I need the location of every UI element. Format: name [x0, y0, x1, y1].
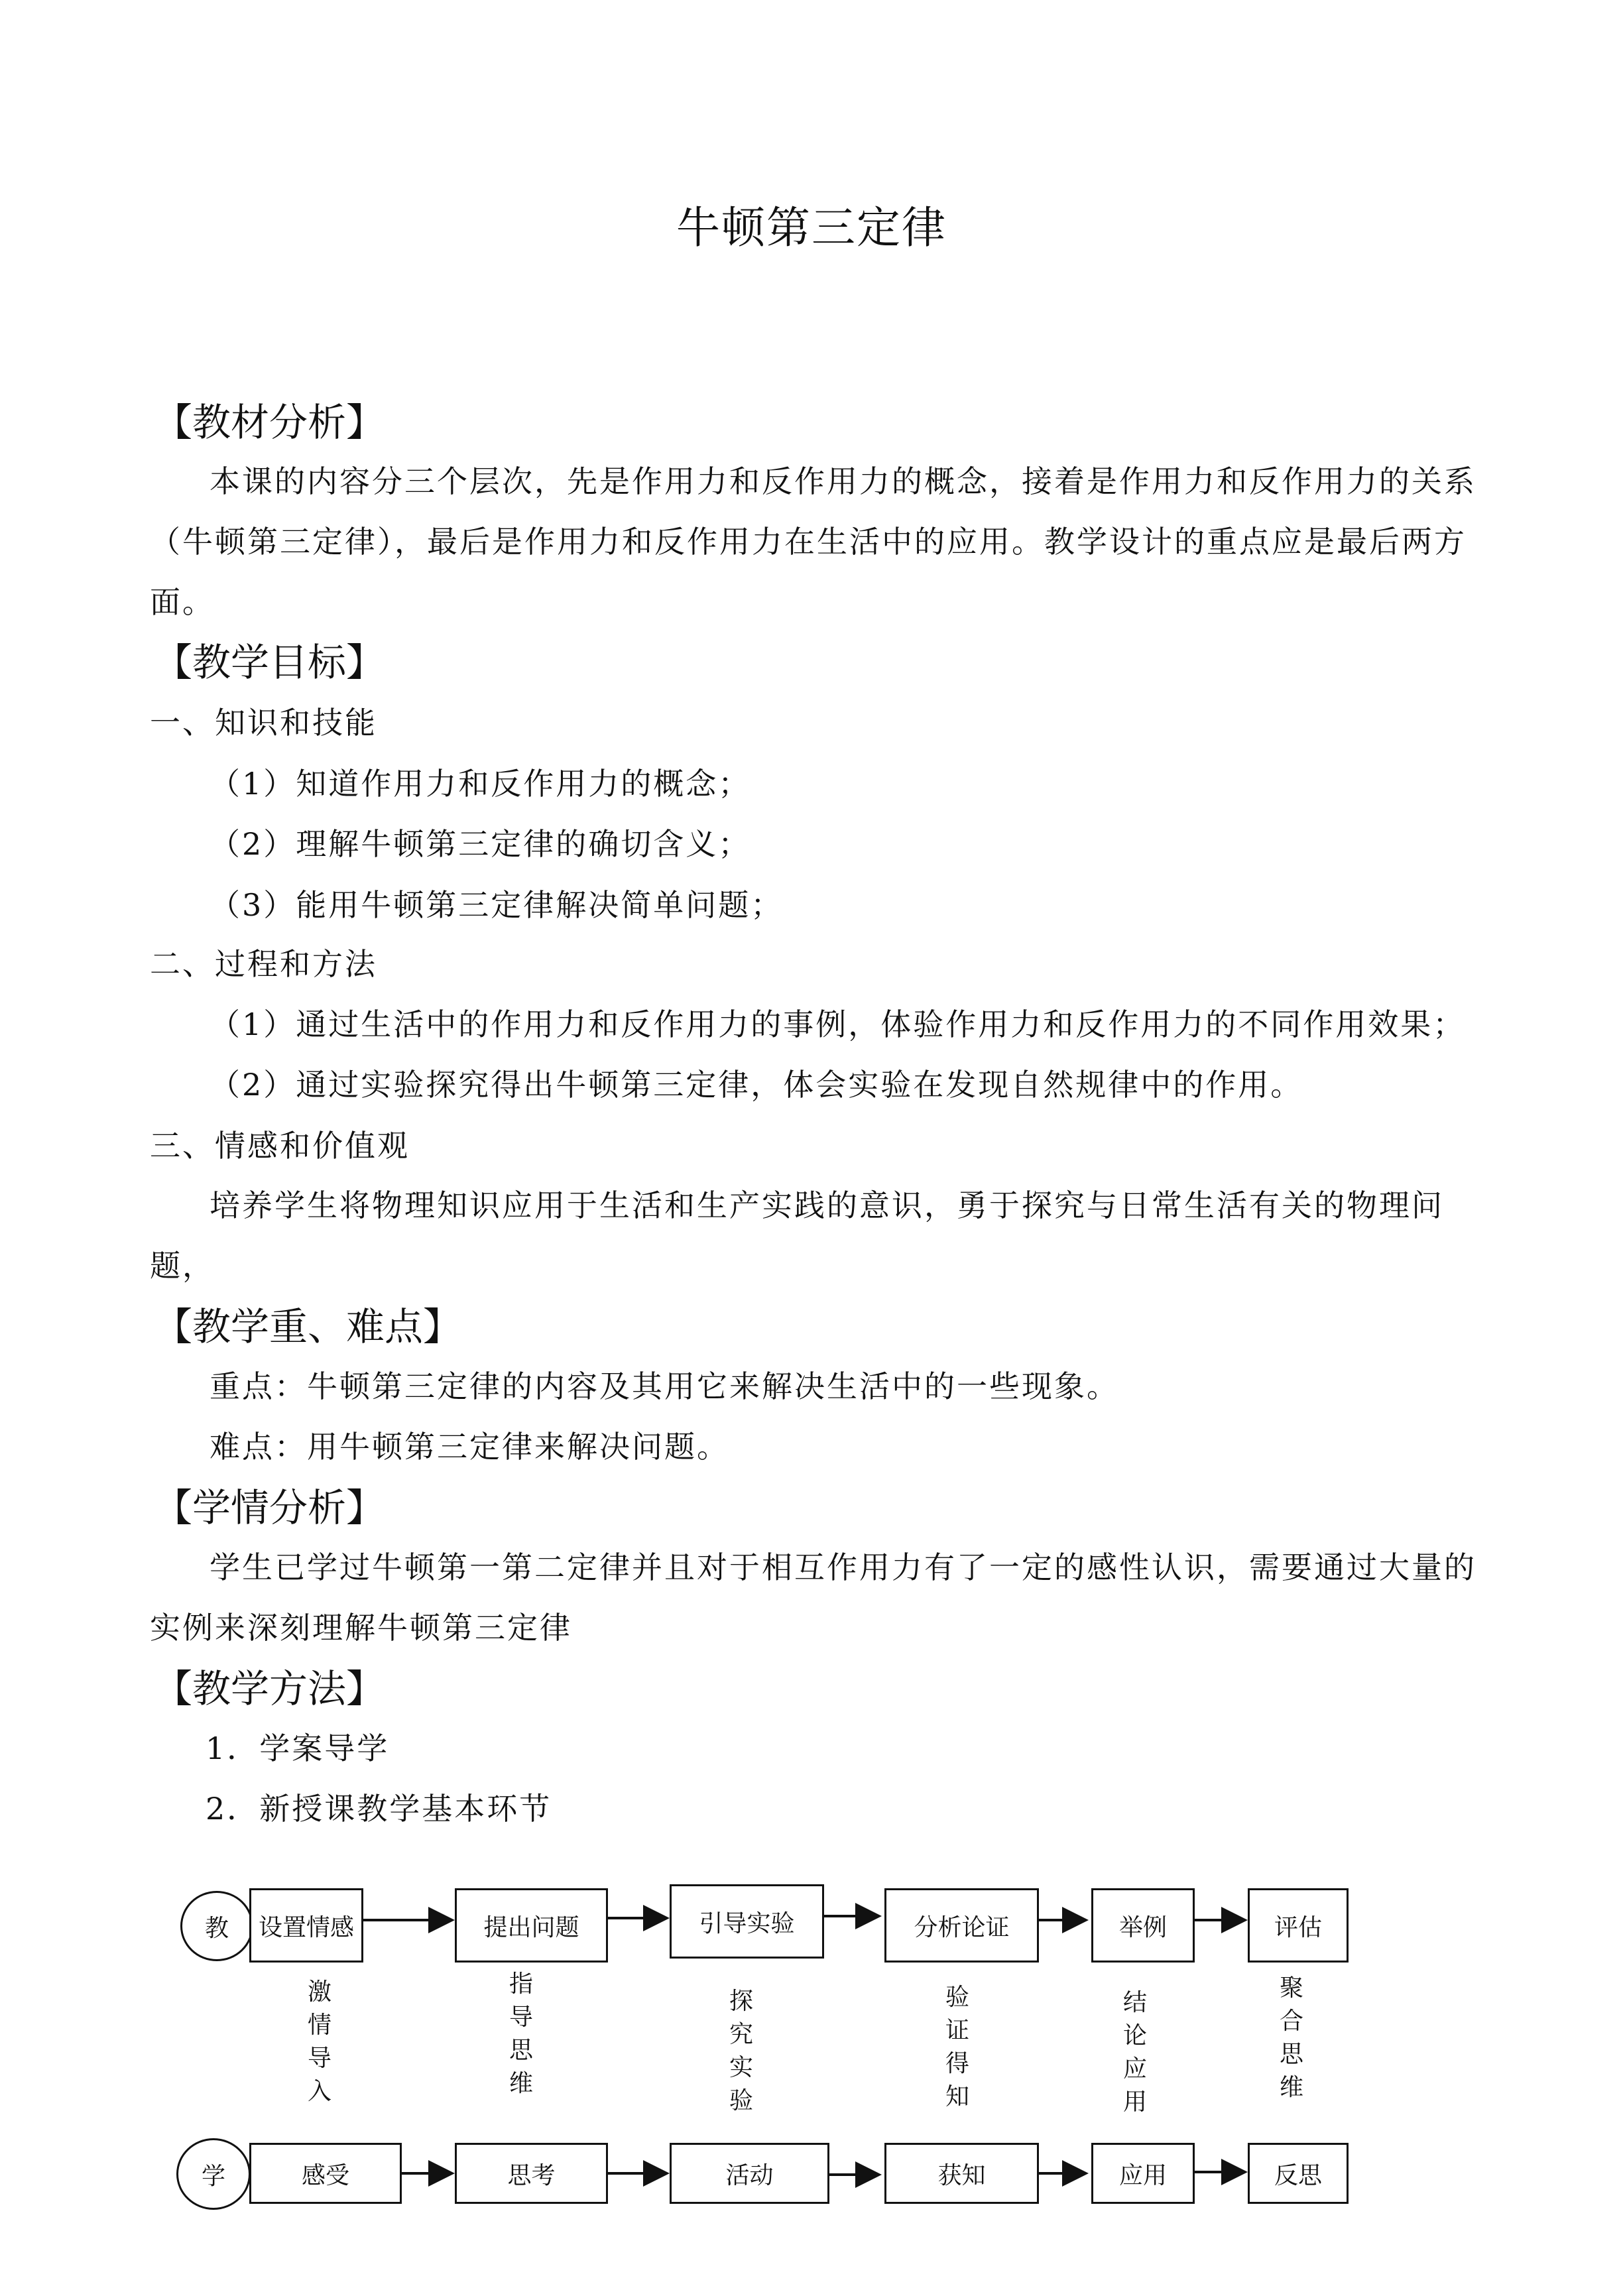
label-char: 导: [307, 2045, 331, 2072]
teacher-step-box: 设置情感: [249, 1888, 363, 1963]
middle-label-vertical: [1120, 1986, 1150, 2119]
paragraph-line: 培养学生将物理知识应用于生活和生产实践的意识，勇于探究与日常生活有关的物理问: [210, 1187, 1444, 1223]
label-char: 聚: [1279, 1974, 1303, 2002]
subheading-process-method: 二、过程和方法: [150, 946, 377, 982]
teacher-step-box: 提出问题: [455, 1888, 608, 1963]
student-step-box: 思考: [455, 2143, 608, 2204]
label-char: 用: [1122, 2088, 1147, 2116]
list-item: 2．新授课教学基本环节: [206, 1791, 552, 1827]
page-title: 牛顿第三定律: [676, 202, 947, 253]
label-char: 指: [509, 1970, 533, 1998]
student-circle: 学: [176, 2138, 251, 2210]
paragraph-line: 难点：用牛顿第三定律来解决问题。: [210, 1429, 729, 1465]
student-step-box: 感受: [249, 2143, 402, 2204]
label-char: 结: [1122, 1989, 1147, 2016]
teacher-circle: 教: [180, 1891, 253, 1961]
list-item: （1）通过生活中的作用力和反作用力的事例，体验作用力和反作用力的不同作用效果；: [210, 1006, 1466, 1042]
label-char: 维: [1279, 2074, 1303, 2101]
list-item: 1．学案导学: [206, 1730, 390, 1766]
label-char: 验: [945, 1984, 969, 2011]
label-char: 探: [729, 1988, 753, 2015]
section-heading-teaching-methods: 【教学方法】: [154, 1666, 385, 1711]
label-char: 思: [1279, 2041, 1303, 2068]
list-item: （2）理解牛顿第三定律的确切含义；: [210, 826, 751, 862]
label-char: 实: [729, 2054, 753, 2081]
paragraph-line: 学生已学过牛顿第一第二定律并且对于相互作用力有了一定的感性认识，需要通过大量的: [210, 1549, 1476, 1585]
paragraph-line: 实例来深刻理解牛顿第三定律: [150, 1610, 572, 1646]
paragraph-line: 本课的内容分三个层次，先是作用力和反作用力的概念，接着是作用力和反作用力的关系: [210, 463, 1476, 499]
subheading-knowledge-skills: 一、知识和技能: [150, 705, 377, 741]
teacher-step-box: 评估: [1248, 1888, 1349, 1963]
middle-label-vertical: [1277, 1972, 1306, 2104]
label-char: 思: [509, 2037, 533, 2064]
teacher-step-box: 举例: [1091, 1888, 1195, 1963]
list-item: （1）知道作用力和反作用力的概念；: [210, 766, 751, 802]
label-char: 维: [509, 2070, 533, 2097]
section-heading-student-analysis: 【学情分析】: [154, 1485, 385, 1530]
list-item: （3）能用牛顿第三定律解决简单问题；: [210, 887, 784, 923]
label-char: 论: [1122, 2022, 1147, 2049]
paragraph-line: 面。: [150, 584, 215, 620]
label-char: 导: [509, 2004, 533, 2031]
paragraph-line: 题，: [150, 1248, 215, 1284]
label-char: 入: [307, 2078, 331, 2105]
student-step-box: 获知: [884, 2143, 1039, 2204]
section-heading-key-points: 【教学重、难点】: [154, 1304, 462, 1349]
paragraph-line: （牛顿第三定律），最后是作用力和反作用力在生活中的应用。教学设计的重点应是最后两方: [150, 524, 1467, 560]
middle-label-vertical: [305, 1976, 334, 2108]
middle-label-vertical: [943, 1981, 972, 2114]
teacher-step-box: 引导实验: [670, 1884, 824, 1959]
subheading-emotion-values: 三、情感和价值观: [150, 1128, 410, 1164]
label-char: 得: [945, 2050, 969, 2077]
student-step-box: 活动: [670, 2143, 829, 2204]
label-char: 合: [1279, 2008, 1303, 2035]
section-heading-teaching-goals: 【教学目标】: [154, 640, 385, 685]
label-char: 激: [307, 1978, 331, 2006]
label-char: 证: [945, 2017, 969, 2044]
label-char: 应: [1122, 2055, 1147, 2083]
student-step-box: 应用: [1091, 2143, 1195, 2204]
label-char: 情: [307, 2012, 331, 2039]
teacher-step-box: 分析论证: [884, 1888, 1039, 1963]
label-char: 知: [945, 2083, 969, 2110]
section-heading-material-analysis: 【教材分析】: [154, 400, 385, 445]
student-step-box: 反思: [1248, 2143, 1349, 2204]
paragraph-line: 重点：牛顿第三定律的内容及其用它来解决生活中的一些现象。: [210, 1368, 1119, 1404]
middle-label-vertical: [507, 1968, 536, 2100]
label-char: 究: [729, 2021, 753, 2048]
middle-label-vertical: [727, 1985, 756, 2118]
label-char: 验: [729, 2087, 753, 2114]
list-item: （2）通过实验探究得出牛顿第三定律，体会实验在发现自然规律中的作用。: [210, 1067, 1303, 1103]
